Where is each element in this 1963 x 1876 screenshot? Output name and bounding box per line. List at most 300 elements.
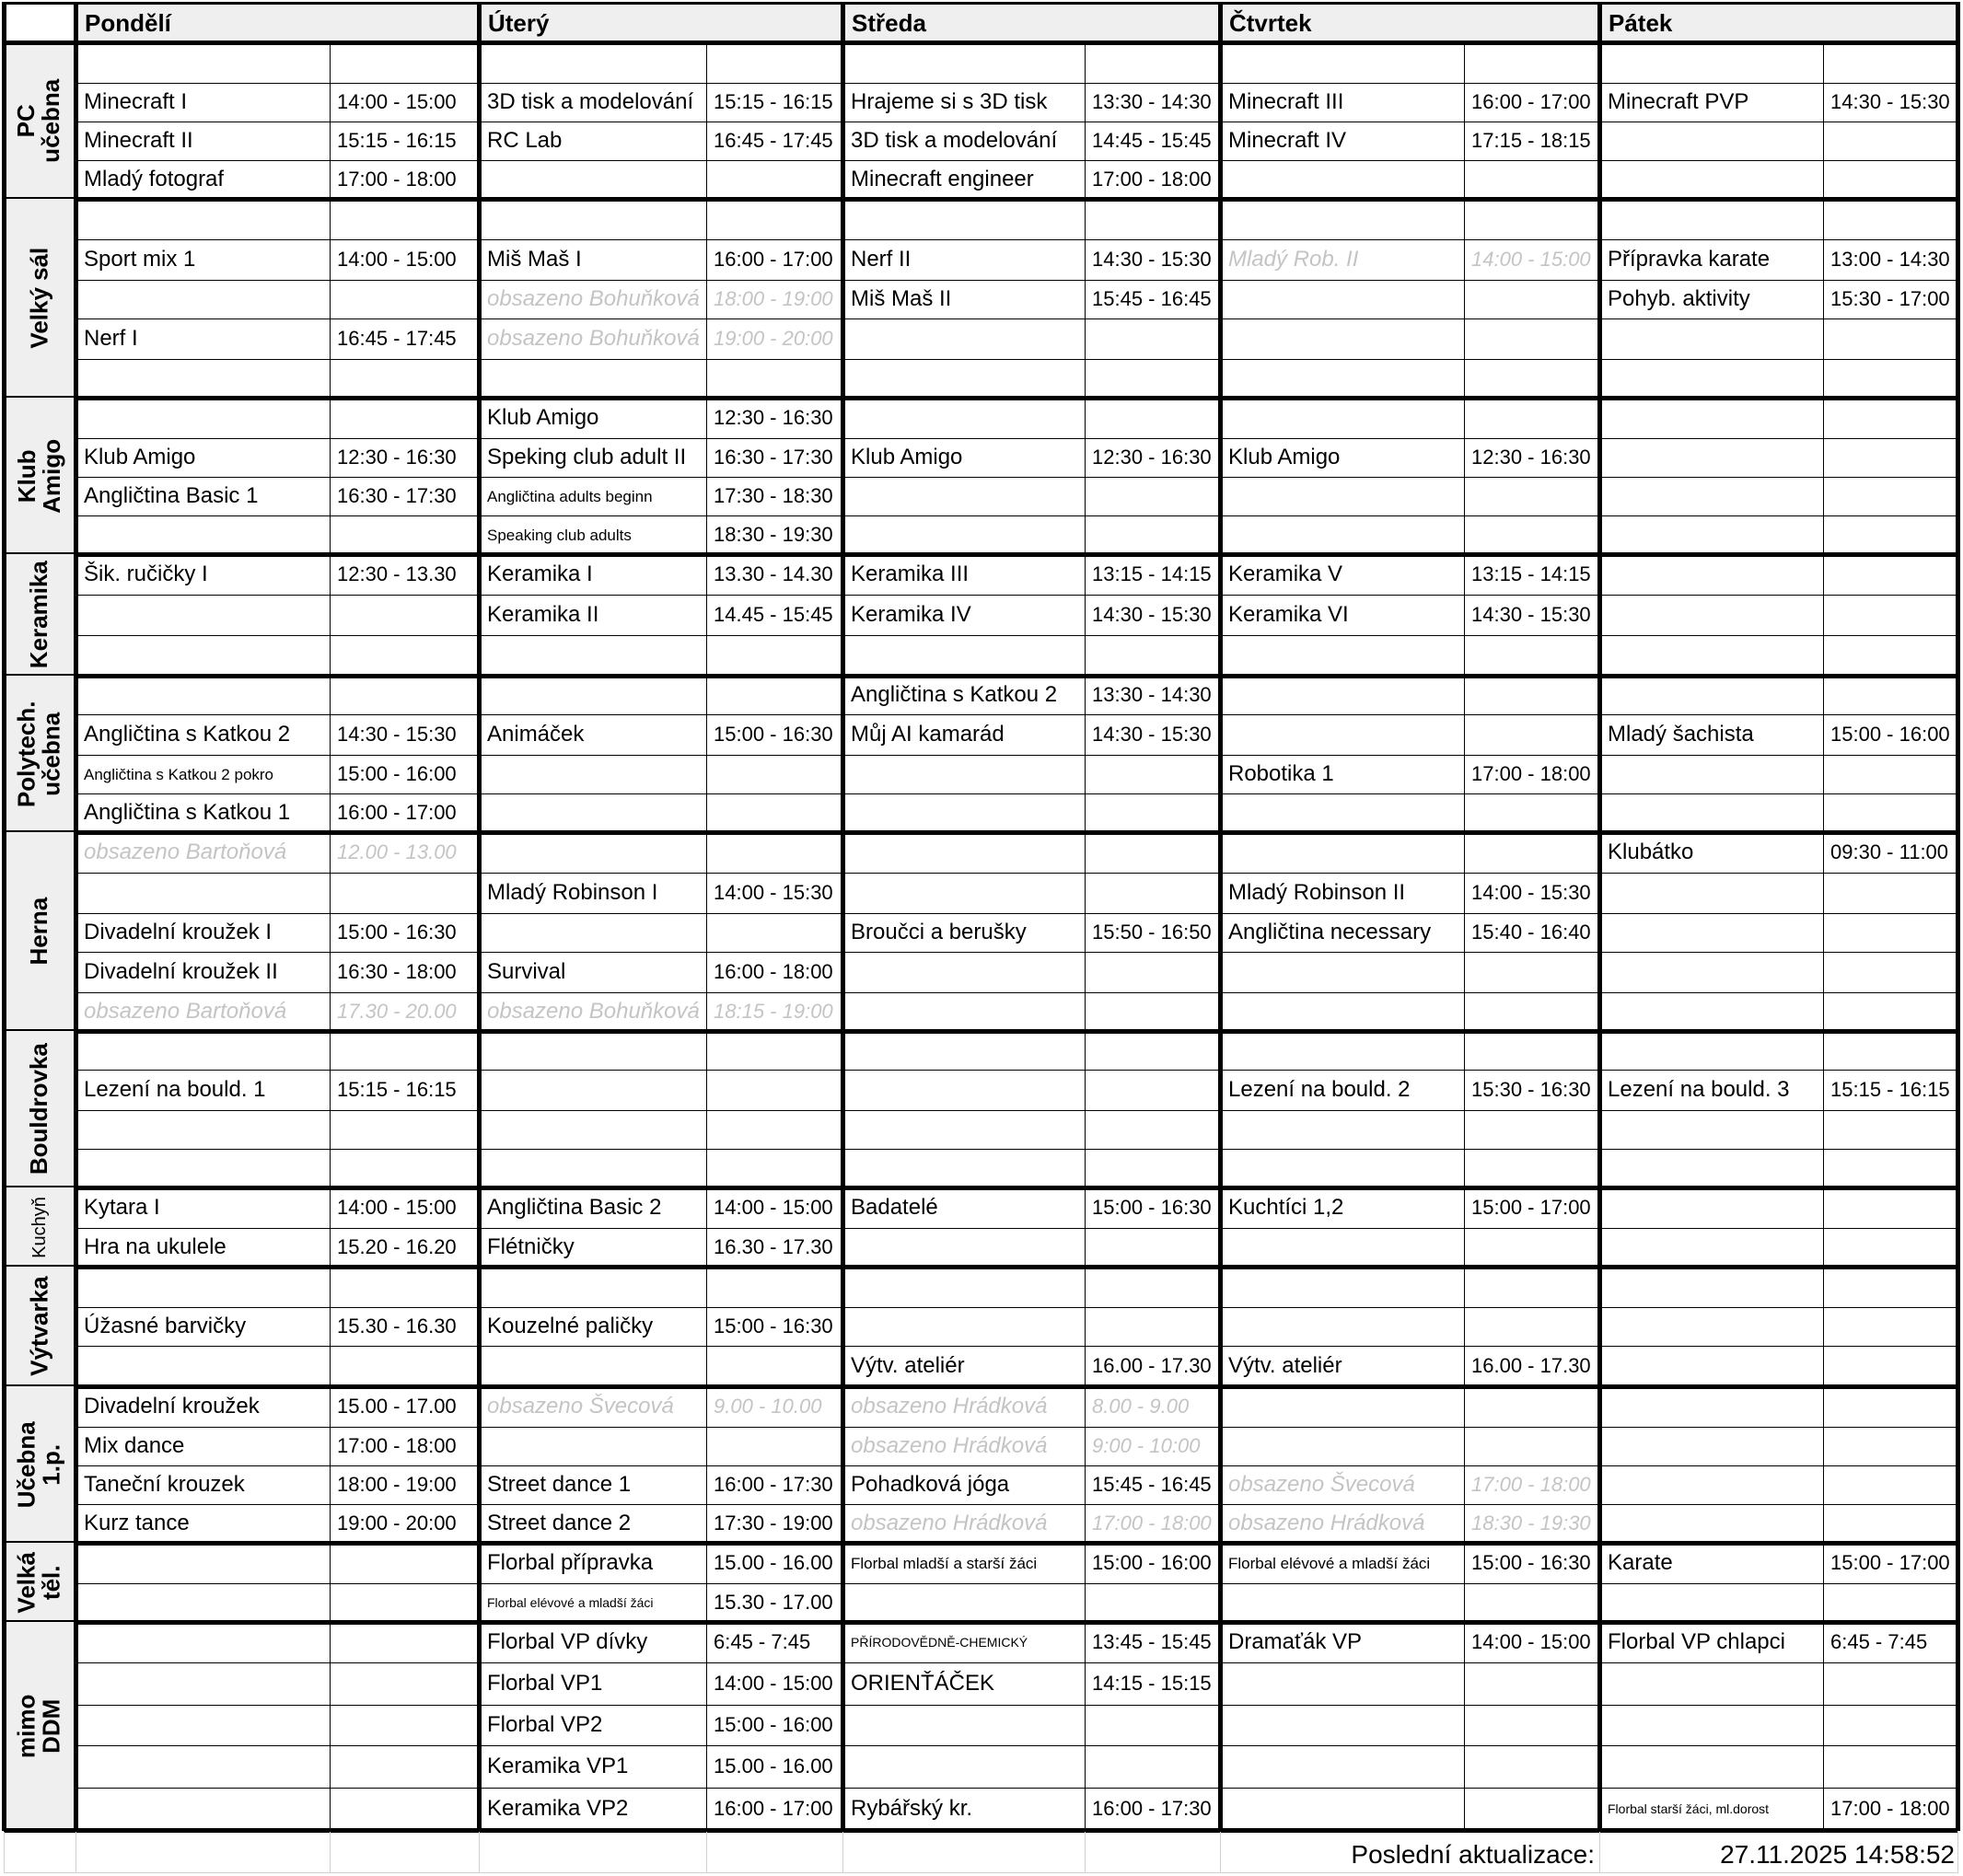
time-cell: 15:00 - 16:30	[1092, 1196, 1212, 1219]
time-cell: 14:30 - 15:30	[1092, 603, 1212, 626]
row-divider	[76, 438, 1957, 439]
time-cell	[1823, 398, 1957, 438]
time-cell	[1464, 1386, 1599, 1427]
time-cell	[1085, 1228, 1220, 1267]
activity-cell	[842, 793, 1085, 832]
activity-cell: PŘÍRODOVĚDNĚ-CHEMICKÝ	[851, 1635, 1028, 1650]
activity-cell: Florbal VP dívky	[487, 1629, 648, 1654]
activity-cell	[1220, 515, 1464, 554]
time-cell	[330, 1267, 479, 1307]
time-cell: 15:00 - 16:30	[714, 1314, 833, 1338]
time-divider	[1464, 42, 1465, 1830]
footer-divider	[1220, 1832, 1221, 1873]
activity-cell: Angličtina Basic 2	[487, 1195, 662, 1220]
activity-cell: Mix dance	[84, 1433, 185, 1458]
activity-cell	[1599, 318, 1823, 359]
time-cell: 15.00 - 16.00	[714, 1551, 833, 1574]
time-cell	[1464, 477, 1599, 515]
time-divider	[1823, 42, 1824, 1830]
room-name: PC učebna	[12, 78, 65, 163]
time-cell	[1464, 1110, 1599, 1149]
time-cell: 16:45 - 17:45	[714, 129, 833, 152]
activity-cell: Miš Maš I	[487, 247, 582, 272]
activity-cell	[1599, 1386, 1823, 1427]
activity-cell: Sport mix 1	[84, 247, 196, 272]
activity-cell	[1220, 199, 1464, 239]
activity-cell	[76, 595, 330, 635]
activity-cell	[1220, 1705, 1464, 1745]
activity-cell	[479, 635, 706, 676]
time-cell	[1085, 359, 1220, 398]
time-cell	[1823, 595, 1957, 635]
row-divider	[76, 1427, 1957, 1428]
activity-cell: obsazeno Bartoňová	[84, 840, 287, 864]
activity-cell: Taneční krouzek	[84, 1472, 245, 1497]
time-cell	[1085, 1745, 1220, 1788]
footer-divider	[479, 1832, 480, 1873]
activity-cell	[76, 1788, 330, 1830]
activity-cell	[479, 1110, 706, 1149]
time-cell: 14:30 - 15:30	[1092, 248, 1212, 271]
activity-cell	[76, 1662, 330, 1705]
time-cell	[706, 199, 842, 239]
time-cell	[1464, 952, 1599, 992]
activity-cell	[1599, 122, 1823, 160]
activity-cell	[1599, 477, 1823, 515]
time-cell: 12:30 - 16:30	[1471, 446, 1591, 469]
activity-cell	[76, 1622, 330, 1662]
activity-cell	[1220, 1583, 1464, 1622]
time-cell	[330, 1149, 479, 1187]
time-cell: 18:00 - 19:00	[337, 1473, 457, 1496]
activity-cell: Kytara I	[84, 1195, 160, 1220]
activity-cell	[76, 42, 330, 83]
time-divider	[330, 42, 331, 1830]
time-cell	[1085, 398, 1220, 438]
activity-cell	[76, 1583, 330, 1622]
row-divider	[76, 714, 1957, 715]
row-divider	[76, 1070, 1957, 1071]
activity-cell: obsazeno Bohuňková	[487, 999, 700, 1024]
row-divider	[76, 992, 1957, 993]
activity-cell: Klub Amigo	[487, 405, 599, 430]
row-divider	[76, 160, 1957, 161]
activity-cell: Mladý Robinson II	[1228, 880, 1406, 905]
activity-cell	[842, 1705, 1085, 1745]
activity-cell: Keramika III	[851, 562, 970, 586]
activity-cell: Mladý šachista	[1608, 722, 1754, 747]
activity-cell: obsazeno Hrádková	[851, 1433, 1048, 1458]
activity-cell: Angličtina s Katkou 2	[851, 682, 1058, 707]
activity-cell	[76, 359, 330, 398]
time-cell: 16.30 - 17.30	[714, 1235, 833, 1258]
time-cell: 14:00 - 15:00	[714, 1196, 833, 1219]
room-divider	[4, 1828, 1957, 1833]
time-cell	[330, 1662, 479, 1705]
activity-cell: obsazeno Hrádková	[851, 1511, 1048, 1535]
time-cell	[1823, 359, 1957, 398]
column-divider	[2, 2, 6, 1831]
time-cell	[706, 913, 842, 952]
time-cell: 12:30 - 13.30	[337, 562, 457, 585]
footer-divider	[1957, 1832, 1958, 1873]
time-cell: 15:00 - 16:00	[714, 1713, 833, 1736]
activity-cell: Badatelé	[851, 1195, 938, 1220]
time-cell: 15:00 - 17:00	[1471, 1196, 1591, 1219]
time-cell: 17:00 - 18:00	[337, 1434, 457, 1457]
activity-cell	[76, 515, 330, 554]
activity-cell: Dramaťák VP	[1228, 1629, 1363, 1654]
time-cell: 14:00 - 15:30	[714, 881, 833, 904]
activity-cell: Mladý Rob. II	[1228, 247, 1359, 272]
activity-cell	[76, 635, 330, 676]
activity-cell	[1220, 359, 1464, 398]
time-cell: 14:45 - 15:45	[1092, 129, 1212, 152]
activity-cell	[842, 992, 1085, 1031]
activity-cell	[842, 755, 1085, 793]
activity-cell	[76, 1267, 330, 1307]
time-cell	[330, 1583, 479, 1622]
activity-cell	[842, 1583, 1085, 1622]
time-cell: 16:00 - 17:00	[1471, 90, 1591, 113]
activity-cell	[1599, 554, 1823, 595]
activity-cell: 3D tisk a modelování	[851, 128, 1058, 153]
time-cell: 16:30 - 17:30	[714, 446, 833, 469]
day-header: Čtvrtek	[1220, 4, 1599, 42]
time-cell	[1085, 1267, 1220, 1307]
time-cell	[330, 199, 479, 239]
activity-cell	[1599, 359, 1823, 398]
activity-cell: Angličtina s Katkou 2	[84, 722, 291, 747]
column-divider	[477, 2, 482, 1831]
time-cell	[706, 832, 842, 873]
room-label	[4, 199, 76, 398]
time-cell: 17:00 - 18:00	[1092, 1511, 1212, 1534]
activity-cell: Rybářský kr.	[851, 1796, 973, 1821]
day-header: Středa	[842, 4, 1220, 42]
activity-cell: Nerf II	[851, 247, 912, 272]
time-cell	[706, 1149, 842, 1187]
time-cell: 15:15 - 16:15	[714, 90, 833, 113]
time-cell	[706, 676, 842, 714]
activity-cell	[1599, 515, 1823, 554]
time-cell: 16:00 - 17:30	[1092, 1797, 1212, 1820]
time-cell	[1464, 832, 1599, 873]
day-header: Pondělí	[76, 4, 479, 42]
time-cell	[330, 1110, 479, 1149]
activity-cell: Florbal starší žáci, ml.dorost	[1608, 1801, 1770, 1816]
activity-cell	[1220, 676, 1464, 714]
activity-cell: Angličtina s Katkou 1	[84, 800, 291, 825]
time-cell: 14:00 - 15:00	[337, 90, 457, 113]
time-cell	[1085, 1070, 1220, 1110]
activity-cell	[76, 1745, 330, 1788]
time-cell	[1823, 793, 1957, 832]
room-name: Učebna 1.p.	[12, 1421, 66, 1508]
activity-cell: ORIENŤÁČEK	[851, 1671, 995, 1696]
activity-cell: Survival	[487, 959, 566, 984]
activity-cell: Keramika VI	[1228, 602, 1349, 627]
activity-cell	[1220, 398, 1464, 438]
time-cell	[1823, 477, 1957, 515]
time-cell: 9.00 - 10.00	[714, 1395, 822, 1418]
activity-cell: Angličtina s Katkou 2 pokro	[84, 765, 274, 783]
time-cell: 19:00 - 20:00	[337, 1511, 457, 1534]
time-cell	[330, 1705, 479, 1745]
activity-cell: Florbal elévové a mladší žáci	[1228, 1554, 1431, 1572]
time-cell	[330, 280, 479, 318]
activity-cell	[1599, 42, 1823, 83]
activity-cell: Klub Amigo	[851, 445, 963, 469]
activity-cell: obsazeno Bohuňková	[487, 326, 700, 351]
activity-cell	[1599, 438, 1823, 477]
row-divider	[76, 477, 1957, 478]
time-cell: 16:30 - 17:30	[337, 484, 457, 507]
activity-cell	[1220, 42, 1464, 83]
time-cell	[1085, 1110, 1220, 1149]
activity-cell	[1599, 1427, 1823, 1465]
row-divider	[76, 793, 1957, 794]
time-cell	[330, 595, 479, 635]
time-cell: 17:30 - 19:00	[714, 1511, 833, 1534]
room-name: Herna	[25, 897, 53, 966]
last-update-value: 27.11.2025 14:58:52	[1720, 1840, 1955, 1869]
time-cell	[1823, 199, 1957, 239]
activity-cell	[1220, 635, 1464, 676]
time-cell	[1823, 1427, 1957, 1465]
time-cell: 16:00 - 17:00	[337, 801, 457, 824]
time-cell	[330, 873, 479, 913]
row-divider	[76, 280, 1957, 281]
time-cell: 15:50 - 16:50	[1092, 921, 1212, 944]
time-cell: 13:30 - 14:30	[1092, 90, 1212, 113]
activity-cell: Klubátko	[1608, 840, 1694, 864]
activity-cell	[479, 793, 706, 832]
time-cell	[1464, 318, 1599, 359]
activity-cell	[1220, 1386, 1464, 1427]
time-cell	[330, 1031, 479, 1070]
time-cell: 17:00 - 18:00	[1471, 762, 1591, 785]
activity-cell: Florbal VP chlapci	[1608, 1629, 1785, 1654]
time-cell: 18:30 - 19:30	[714, 523, 833, 546]
row-divider	[76, 755, 1957, 756]
time-cell	[1464, 992, 1599, 1031]
activity-cell	[842, 477, 1085, 515]
time-cell: 15.30 - 16.30	[337, 1314, 457, 1338]
activity-cell: Broučci a berušky	[851, 920, 1027, 944]
time-cell: 14:00 - 15:00	[1471, 248, 1591, 271]
activity-cell	[1599, 1267, 1823, 1307]
day-header: Úterý	[479, 4, 842, 42]
activity-cell	[1599, 1745, 1823, 1788]
activity-cell	[842, 359, 1085, 398]
activity-cell	[479, 1267, 706, 1307]
time-cell	[1823, 42, 1957, 83]
room-label	[4, 1622, 76, 1830]
activity-cell	[1220, 318, 1464, 359]
time-cell: 14:30 - 15:30	[1092, 723, 1212, 746]
time-cell	[1823, 952, 1957, 992]
activity-cell	[1220, 714, 1464, 755]
row-divider	[76, 1346, 1957, 1347]
footer-divider	[1599, 1832, 1600, 1873]
time-cell: 15:45 - 16:45	[1092, 1473, 1212, 1496]
activity-cell	[479, 832, 706, 873]
activity-cell	[479, 755, 706, 793]
time-cell: 19:00 - 20:00	[714, 327, 833, 350]
activity-cell: Šik. ručičky I	[84, 562, 208, 586]
activity-cell: obsazeno Hrádková	[851, 1394, 1048, 1419]
time-cell: 18:00 - 19:00	[714, 287, 833, 310]
activity-cell	[1599, 1705, 1823, 1745]
activity-cell	[1220, 952, 1464, 992]
time-cell	[1085, 1031, 1220, 1070]
activity-cell	[1599, 1031, 1823, 1070]
activity-cell	[1220, 832, 1464, 873]
day-header: Pátek	[1599, 4, 1957, 42]
last-update-label: Poslední aktualizace:	[1351, 1840, 1595, 1869]
time-cell: 13:30 - 14:30	[1092, 683, 1212, 706]
time-cell	[1464, 160, 1599, 199]
time-cell	[1823, 635, 1957, 676]
time-cell: 17.30 - 20.00	[337, 1000, 457, 1023]
room-label	[4, 42, 76, 199]
activity-cell	[1220, 1267, 1464, 1307]
activity-cell	[76, 199, 330, 239]
activity-cell: Keramika II	[487, 602, 599, 627]
time-cell: 12.00 - 13.00	[337, 840, 457, 863]
activity-cell: obsazeno Bohuňková	[487, 286, 700, 311]
activity-cell	[842, 1228, 1085, 1267]
activity-cell: Hra na ukulele	[84, 1234, 226, 1259]
time-cell	[1085, 952, 1220, 992]
room-label	[4, 832, 76, 1031]
time-cell: 16:30 - 18:00	[337, 960, 457, 983]
activity-cell	[1220, 793, 1464, 832]
time-cell	[706, 160, 842, 199]
activity-cell: Mladý Robinson I	[487, 880, 658, 905]
activity-cell	[842, 1307, 1085, 1346]
time-cell: 14:00 - 15:00	[337, 1196, 457, 1219]
activity-cell: Miš Maš II	[851, 286, 952, 311]
time-cell	[330, 1622, 479, 1662]
activity-cell	[1599, 873, 1823, 913]
activity-cell	[1599, 952, 1823, 992]
activity-cell	[76, 873, 330, 913]
time-cell	[1823, 554, 1957, 595]
activity-cell	[1220, 1031, 1464, 1070]
room-name: Výtvarka	[25, 1276, 53, 1377]
activity-cell: Florbal VP2	[487, 1712, 603, 1737]
room-label	[4, 1031, 76, 1187]
activity-cell	[1599, 1307, 1823, 1346]
time-cell	[706, 359, 842, 398]
time-cell: 17:00 - 18:00	[1471, 1473, 1591, 1496]
activity-cell: obsazeno Hrádková	[1228, 1511, 1425, 1535]
footer-divider	[706, 1832, 707, 1873]
time-cell: 6:45 - 7:45	[714, 1630, 811, 1653]
time-cell	[1464, 1427, 1599, 1465]
footer-divider	[330, 1832, 331, 1873]
row-divider	[76, 1110, 1957, 1111]
activity-cell	[842, 1070, 1085, 1110]
activity-cell: Keramika VP1	[487, 1754, 629, 1778]
time-cell	[706, 1031, 842, 1070]
activity-cell	[1220, 992, 1464, 1031]
time-cell: 13:15 - 14:15	[1471, 562, 1591, 585]
row-divider	[76, 1705, 1957, 1706]
time-cell: 15:00 - 16:30	[714, 723, 833, 746]
activity-cell: 3D tisk a modelování	[487, 89, 694, 114]
time-cell: 13:15 - 14:15	[1092, 562, 1212, 585]
time-cell: 14.45 - 15:45	[714, 603, 833, 626]
activity-cell	[842, 1110, 1085, 1149]
time-cell	[1823, 1267, 1957, 1307]
time-cell	[1823, 318, 1957, 359]
activity-cell	[842, 1031, 1085, 1070]
time-cell	[330, 1346, 479, 1386]
time-cell	[1085, 1307, 1220, 1346]
activity-cell: Robotika 1	[1228, 761, 1334, 786]
activity-cell	[1599, 1662, 1823, 1705]
activity-cell: Mladý fotograf	[84, 167, 225, 191]
activity-cell	[842, 199, 1085, 239]
time-cell	[1464, 1583, 1599, 1622]
activity-cell	[842, 318, 1085, 359]
time-cell: 12:30 - 16:30	[1092, 446, 1212, 469]
activity-cell	[1599, 1228, 1823, 1267]
time-cell: 15:15 - 16:15	[1830, 1078, 1950, 1101]
activity-cell: Florbal elévové a mladší žáci	[487, 1595, 654, 1610]
activity-cell: Street dance 1	[487, 1472, 632, 1497]
time-cell: 09:30 - 11:00	[1830, 840, 1949, 863]
activity-cell: Keramika I	[487, 562, 593, 586]
activity-cell	[1599, 1583, 1823, 1622]
activity-cell: Angličtina Basic 1	[84, 483, 259, 508]
row-divider	[76, 359, 1957, 360]
activity-cell: Florbal VP1	[487, 1671, 603, 1696]
time-cell	[1823, 1583, 1957, 1622]
time-cell	[1464, 714, 1599, 755]
row-divider	[76, 913, 1957, 914]
time-cell	[1464, 359, 1599, 398]
activity-cell: Speaking club adults	[487, 526, 632, 544]
time-cell	[1085, 42, 1220, 83]
time-cell	[706, 635, 842, 676]
activity-cell	[1220, 1662, 1464, 1705]
footer-divider	[1085, 1832, 1086, 1873]
time-cell	[1823, 913, 1957, 952]
activity-cell	[1220, 1788, 1464, 1830]
time-cell	[1464, 1031, 1599, 1070]
time-cell: 12:30 - 16:30	[337, 446, 457, 469]
activity-cell: Keramika V	[1228, 562, 1343, 586]
activity-cell: Florbal mladší a starší žáci	[851, 1554, 1038, 1572]
column-divider	[74, 2, 78, 1831]
activity-cell	[1599, 1346, 1823, 1386]
time-cell	[1085, 318, 1220, 359]
activity-cell	[1220, 1228, 1464, 1267]
activity-cell	[76, 1346, 330, 1386]
time-cell: 16:00 - 18:00	[714, 960, 833, 983]
time-cell	[1464, 42, 1599, 83]
activity-cell: Klub Amigo	[84, 445, 196, 469]
activity-cell: Divadelní kroužek I	[84, 920, 273, 944]
time-cell	[1085, 635, 1220, 676]
room-label	[4, 1543, 76, 1622]
time-cell	[1823, 992, 1957, 1031]
room-name: Velký sál	[25, 248, 53, 349]
